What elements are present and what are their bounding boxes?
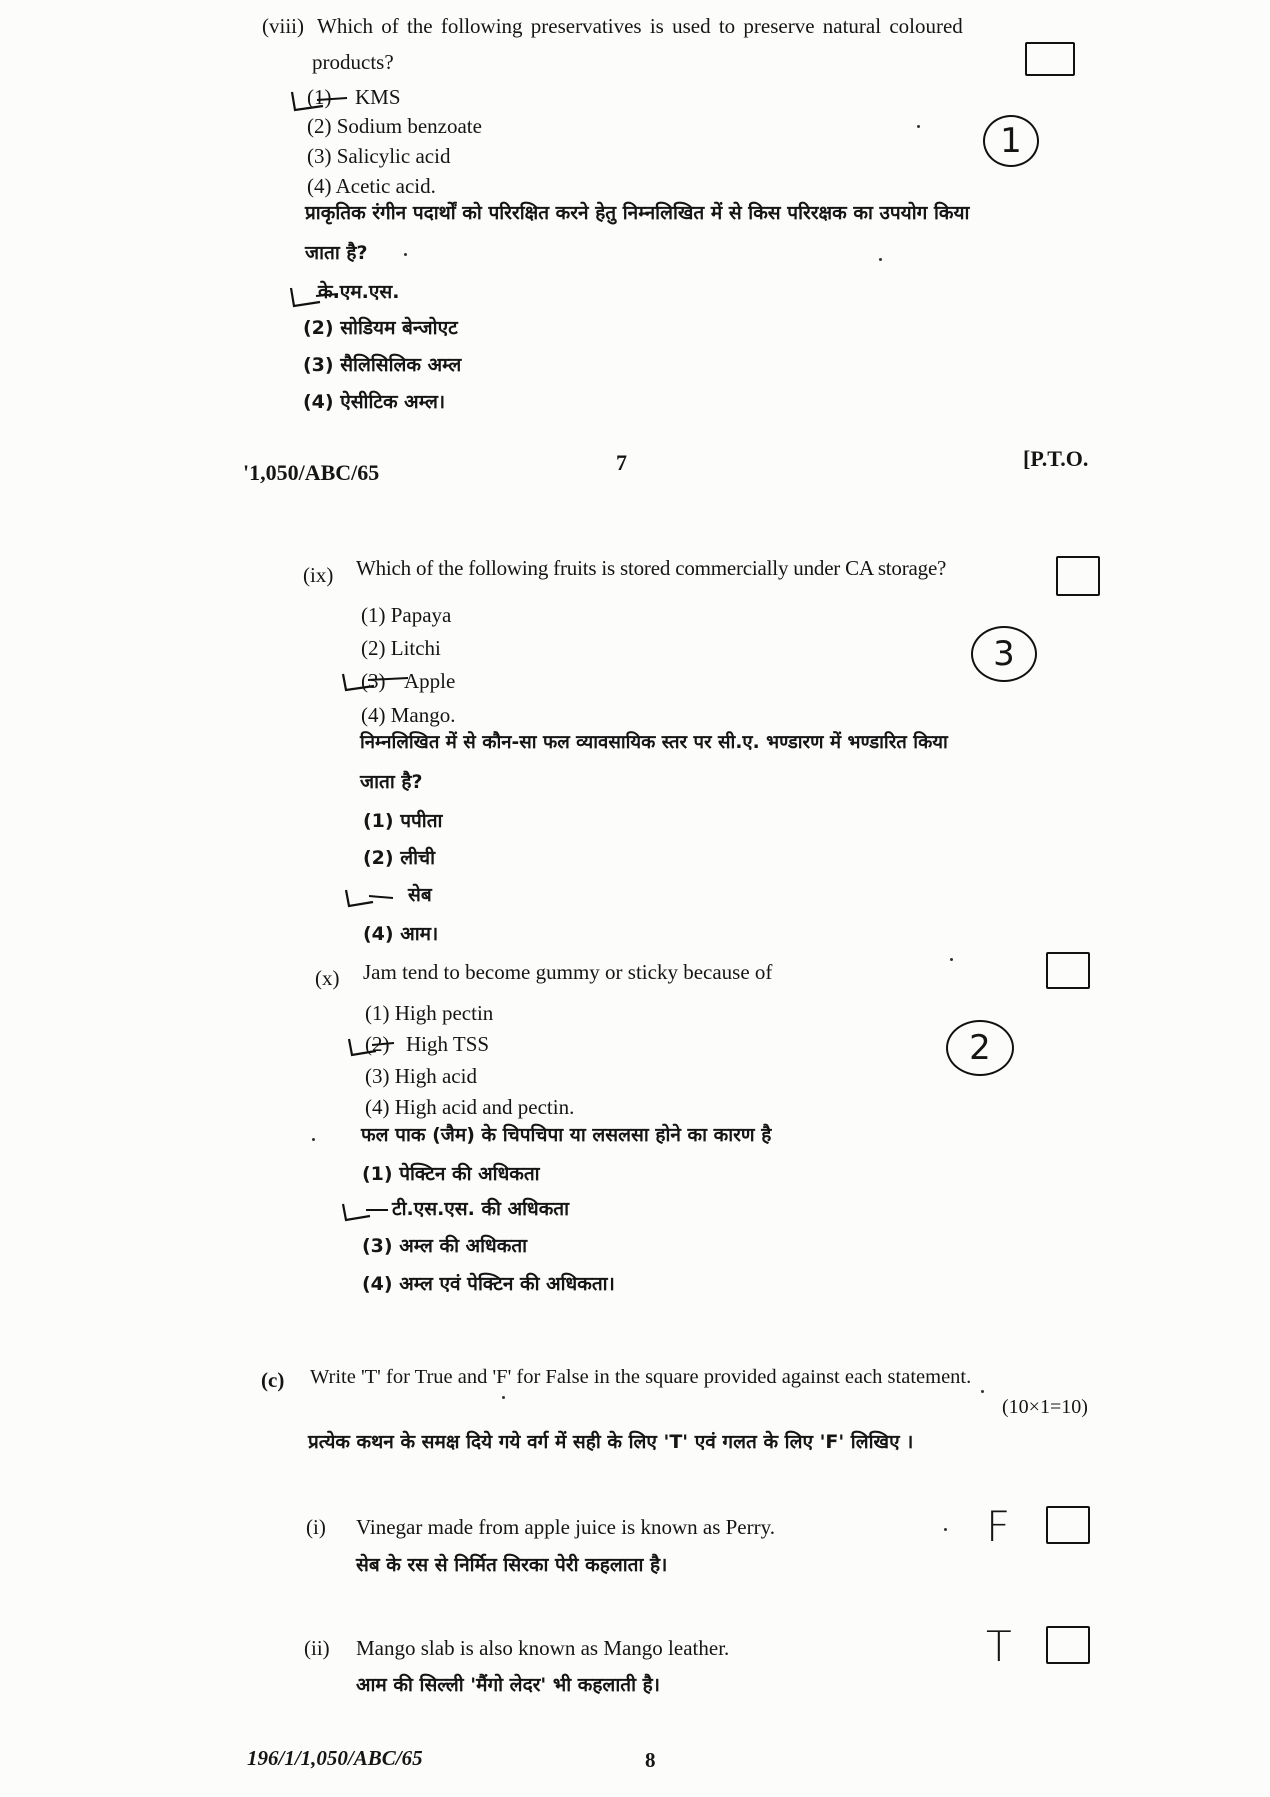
q8-option2: (2) Sodium benzoate (307, 114, 482, 138)
q9-option4: (4) Mango. (361, 703, 456, 727)
section-c-instruction: Write 'T' for True and 'F' for False in the square provided against each statement. (310, 1366, 972, 1388)
q8-hindi-line2: जाता है? (305, 242, 368, 264)
q8-option1: KMS (355, 85, 401, 109)
q9-option1: (1) Papaya (361, 603, 452, 627)
q10-answer-box[interactable] (1046, 952, 1090, 989)
q10-number: (x) (315, 966, 340, 990)
q10-option4: (4) High acid and pectin. (365, 1095, 575, 1119)
q10-hindi-option4: (4) अम्ल एवं पेक्टिन की अधिकता। (362, 1273, 615, 1295)
c-item1-statement: Vinegar made from apple juice is known as Perry. (356, 1515, 775, 1539)
q10-option2: High TSS (406, 1032, 490, 1056)
q10-hindi-option2: टी.एस.एस. की अधिकता (392, 1198, 570, 1220)
q10-question: Jam tend to become gummy or sticky because of (363, 960, 773, 984)
page-number-7: 7 (616, 450, 627, 475)
q8-circled-answer: 1 (983, 115, 1039, 167)
q9-hindi-line1: निम्नलिखित में से कौन-सा फल व्यावसायिक स्तर पर सी.ए. भण्डारण में भण्डारित किया (360, 732, 948, 753)
c-item2-handwritten-answer: T (986, 1622, 1012, 1671)
q8-hindi-option2: (2) सोडियम बेन्जोएट (303, 317, 458, 339)
c-item1-handwritten-answer: F (986, 1502, 1011, 1551)
scan-speck (404, 253, 407, 256)
q9-option2: (2) Litchi (361, 636, 441, 660)
q9-number: (ix) (303, 563, 334, 587)
q10-hindi-line: फल पाक (जैम) के चिपचिपा या लसलसा होने का कारण है (361, 1124, 772, 1146)
q8-question-line2: products? (312, 50, 394, 74)
q10-hindi-option3: (3) अम्ल की अधिकता (362, 1235, 528, 1257)
c-item2-statement: Mango slab is also known as Mango leather. (356, 1636, 730, 1660)
q8-option3: (3) Salicylic acid (307, 144, 451, 168)
q9-hindi-option4: (4) आम। (363, 923, 439, 945)
q10-option2-num: (2) (365, 1032, 390, 1056)
q8-hindi-option1: के.एम.एस. (318, 281, 400, 303)
q8-question-line1: Which of the following preservatives is used to preserve natural coloured (317, 14, 963, 38)
q9-option3-num: (3) (361, 669, 386, 693)
q8-option4: (4) Acetic acid. (307, 174, 436, 198)
q8-hindi-option3: (3) सैलिसिलिक अम्ल (303, 354, 462, 376)
q10-circled-answer: 2 (946, 1020, 1014, 1076)
page-number-8: 8 (645, 1748, 656, 1772)
section-c-marks: (10×1=10) (1002, 1396, 1088, 1418)
footer-code-p8: 196/1/1,050/ABC/65 (247, 1746, 423, 1770)
footer-code-p7: '1,050/ABC/65 (243, 460, 380, 485)
c-item2-num: (ii) (304, 1636, 330, 1660)
q9-hindi-option2: (2) लीची (363, 847, 435, 869)
q8-hindi-line1: प्राकृतिक रंगीन पदार्थों को परिरक्षित करने हेतु निम्नलिखित में से किस परिरक्षक का उपयोग किया (305, 202, 970, 224)
c-item2-answer-box[interactable] (1046, 1626, 1090, 1664)
c-item1-answer-box[interactable] (1046, 1506, 1090, 1544)
c-item1-num: (i) (306, 1515, 326, 1539)
c-item1-hindi: सेब के रस से निर्मित सिरका पेरी कहलाता है। (356, 1554, 668, 1576)
q9-question: Which of the following fruits is stored commercially under CA storage? (356, 556, 947, 580)
q9-hindi-option1: (1) पपीता (363, 810, 443, 832)
scan-speck (312, 1138, 315, 1141)
c-item2-hindi: आम की सिल्ली 'मैंगो लेदर' भी कहलाती है। (356, 1674, 660, 1696)
q9-hindi-line2: जाता है? (360, 771, 423, 793)
q9-option3: Apple (404, 669, 456, 693)
q10-option1: (1) High pectin (365, 1001, 494, 1025)
section-c-hindi-instruction: प्रत्येक कथन के समक्ष दिये गये वर्ग में सही के लिए 'T' एवं गलत के लिए 'F' लिखिए । (308, 1431, 914, 1453)
scan-speck (917, 125, 920, 128)
section-c-label: (c) (261, 1368, 285, 1392)
scan-speck (879, 258, 882, 261)
q9-answer-box[interactable] (1056, 556, 1100, 596)
q8-option1-num: (1) (307, 85, 332, 109)
q9-circled-answer: 3 (971, 626, 1037, 682)
scan-speck (950, 958, 953, 961)
q10-hindi-option1: (1) पेक्टिन की अधिकता (362, 1163, 540, 1185)
q8-hindi-option4: (4) ऐसीटिक अम्ल। (303, 391, 446, 413)
scan-speck (981, 1390, 984, 1393)
q10-option3: (3) High acid (365, 1064, 477, 1088)
pto-label: [P.T.O. (1023, 446, 1089, 471)
q8-number: (viii) (262, 14, 304, 38)
scan-speck (502, 1396, 505, 1399)
q9-hindi-option3: सेब (408, 884, 432, 906)
q8-answer-box[interactable] (1025, 42, 1075, 76)
scan-speck (944, 1528, 947, 1531)
